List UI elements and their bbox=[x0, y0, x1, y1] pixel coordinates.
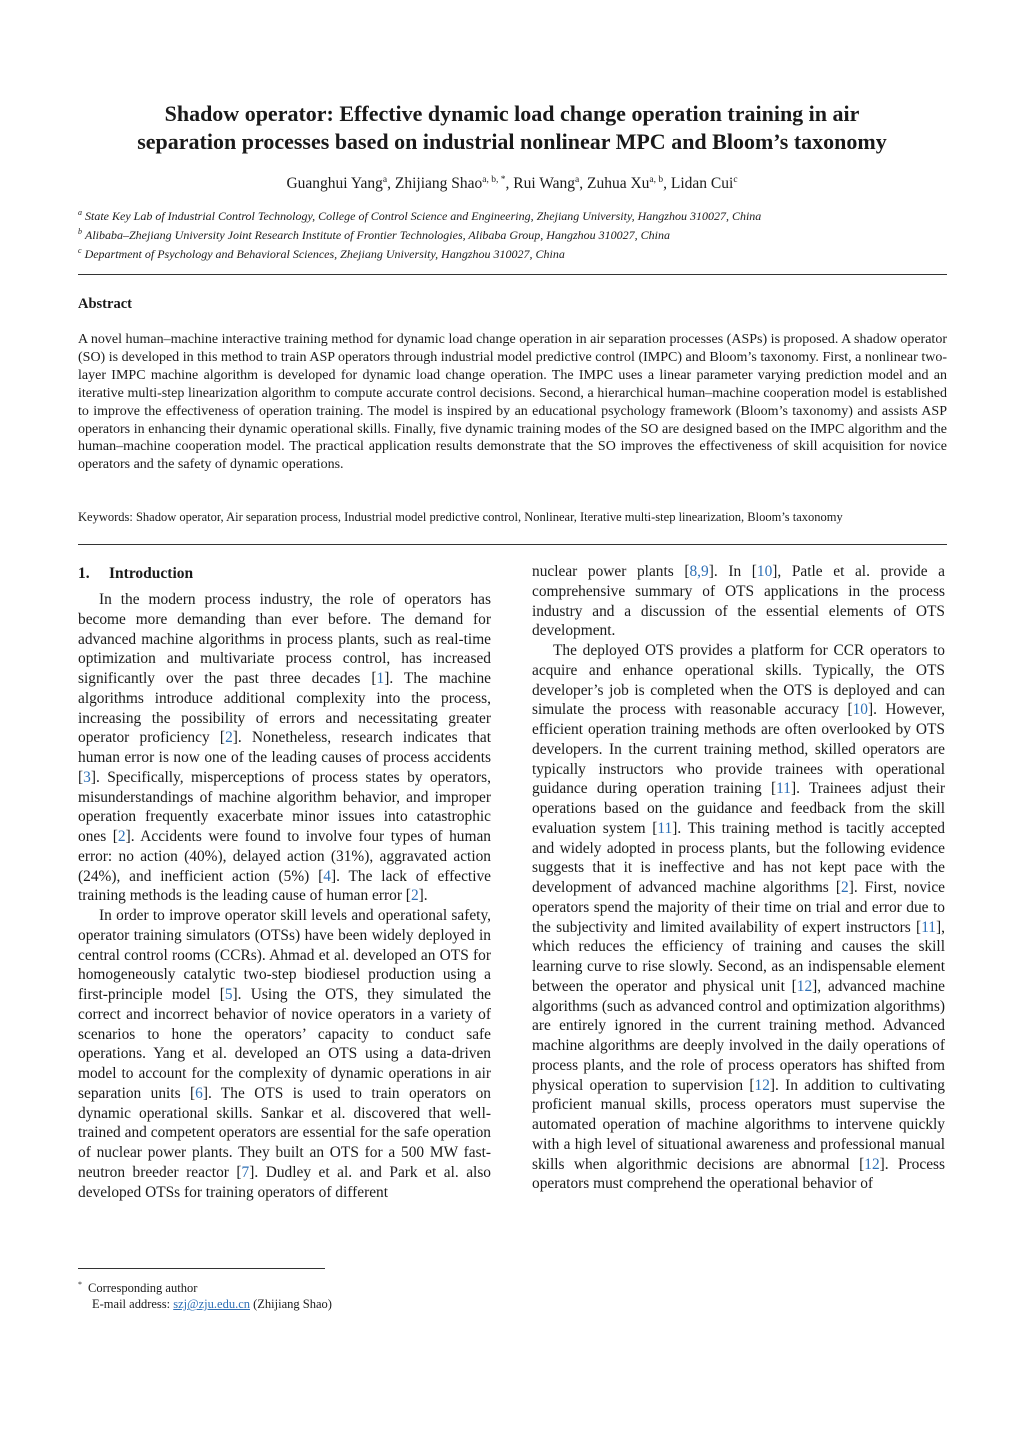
affiliation-text: Alibaba–Zhejiang University Joint Research Institute of Frontier Technologies, Alibaba Group, Hangzhou 310027, China bbox=[85, 228, 670, 242]
citation-link[interactable]: 8,9 bbox=[689, 563, 709, 580]
affiliation-item bbox=[78, 224, 761, 243]
affiliation-list bbox=[78, 205, 761, 262]
affiliation-label: c bbox=[78, 246, 82, 255]
affiliation-item bbox=[78, 205, 761, 224]
body-paragraph: In order to improve operator skill levels and operational safety, operator training simulators (OTSs) have been widely deployed in central control rooms (CCRs). Ahmad et al. developed an OTS for homogeneously catalytic two-step biodiesel production using a first-principle model [5]. Using the OTS, they simulated the correct and incorrect behavior of novice operators in a variety of scenarios to hone the operators’ capacity to conduct safe operations. Yang et al. developed an OTS using a data-driven model to account for the complexity of dynamic operations in air separation units [6]. The OTS is used to train operators on dynamic operational skills. Sankar et al. discovered that well-trained and competent operators are essential for the safe operation of nuclear power plants. They built an OTS for a 500 MW fast-neutron breeder reactor [7]. Dudley et al. and Park et al. also developed OTSs for training operators of different bbox=[78, 907, 492, 1201]
citation-link[interactable]: 10 bbox=[852, 701, 868, 719]
author-list: Guanghui Yang$^a$, Zhijiang Shao$^{a, b, *}$, Rui Wang$^a$, Zuhua Xu$^{a, b}$, Lidan Cui$^c$ bbox=[286, 175, 738, 193]
author-name: Lidan Cui bbox=[670, 175, 734, 193]
author-name: Rui Wang bbox=[513, 175, 576, 193]
body-paragraph: In the modern process industry, the role of operators has become more demanding than ever before. The demand for advanced machine algorithms in process plants, such as real-time optimization and multivariate process control, has increased significantly over the past three decades [1]. The machine algorithms introduce additional complexity into the process, increasing the possibility of errors and necessitating greater operator proficiency [2]. Nonetheless, research indicates that human error is now one of the leading causes of process accidents [3]. Specifically, misperceptions of process states by operators, misunderstandings of machine algorithm behavior, and improper operation frequently exacerbate minor issues into catastrophic ones [2]. Accidents were found to involve four types of human error: no action (40%), delayed action (31%), aggravated action (24%), and inefficient action (5%) [4]. The lack of effective training methods is the leading cause of human error [2]. bbox=[78, 591, 492, 905]
citation-link[interactable]: 11 bbox=[776, 780, 791, 798]
citation-link[interactable]: 4 bbox=[323, 867, 331, 885]
affiliation-item bbox=[78, 243, 761, 262]
paper-title bbox=[60, 100, 964, 156]
author-name: Guanghui Yang bbox=[286, 175, 383, 193]
citation-link[interactable]: 3 bbox=[83, 768, 91, 786]
citation-link[interactable]: 12 bbox=[754, 1076, 770, 1094]
citation-link[interactable]: 11 bbox=[657, 819, 673, 837]
abstract-text: A novel human–machine interactive training method for dynamic load change operation in air separation processes (ASPs) is proposed. A shadow operator (SO) is developed in this method to train ASP operators through industrial model predictive control (IMPC) and Bloom’s taxonomy. First, a nonlinear two-layer IMPC machine algorithm is developed for dynamic load change operation. The IMPC uses a linear parameter varying prediction model and an iterative multi-step linearization algorithm to compute accurate control decisions. Second, a hierarchical human–machine cooperation model is established to improve the effectiveness of operation training. The model is inspired by an educational psychology framework (Bloom’s taxonomy) and assists ASP operators in enhancing their dynamic operational skills. Finally, five dynamic training modes of the SO are designed based on the IMPC algorithm and the human–machine cooperation model. The practical application results demonstrate that the SO improves the effectiveness of skill acquisition for novice operators and the safety of dynamic operations. bbox=[78, 332, 947, 473]
author-name: Zuhua Xu bbox=[586, 175, 650, 193]
citation-link[interactable]: 10 bbox=[756, 563, 773, 580]
affiliation-label: b bbox=[78, 227, 82, 236]
paper-title-line-1: Shadow operator: Effective dynamic load change operation training in air bbox=[164, 101, 860, 126]
email-suffix: (Zhijiang Shao) bbox=[250, 1297, 332, 1312]
footnote-marker: * bbox=[78, 1280, 82, 1289]
citation-link[interactable]: 6 bbox=[195, 1084, 203, 1102]
right-paragraphs bbox=[532, 562, 945, 1194]
email-link[interactable]: szj@zju.edu.cn bbox=[173, 1297, 250, 1312]
citation-link[interactable]: 2 bbox=[841, 879, 849, 896]
keywords: Keywords: Shadow operator, Air separation process, Industrial model predictive control, Nonlinear, Iterative multi-step linearization, Bloom’s taxonomy bbox=[78, 510, 843, 524]
citation-link[interactable]: 2 bbox=[225, 729, 233, 747]
footnote-divider bbox=[78, 1268, 325, 1269]
author-affiliation-marker: a, b, * bbox=[482, 175, 506, 185]
author-affiliation-marker: c bbox=[733, 175, 738, 185]
body-column-left bbox=[78, 562, 491, 1202]
affiliation-text: State Key Lab of Industrial Control Technology, College of Control Science and Engineering, Zhejiang University, Hangzhou 310027, China bbox=[85, 209, 762, 223]
citation-link[interactable]: 11 bbox=[921, 918, 937, 936]
footnote-label: Corresponding author bbox=[88, 1281, 198, 1296]
affiliation-label: a bbox=[78, 208, 82, 217]
author-name: Zhijiang Shao bbox=[394, 175, 483, 193]
email-prefix: E-mail address: bbox=[92, 1297, 174, 1312]
left-paragraphs bbox=[78, 590, 491, 1202]
citation-link[interactable]: 2 bbox=[117, 828, 126, 845]
header-divider bbox=[78, 274, 947, 275]
abstract-divider bbox=[78, 544, 947, 545]
citation-link[interactable]: 12 bbox=[796, 977, 813, 995]
body-paragraph: nuclear power plants [8,9]. In [10], Patle et al. provide a comprehensive summary of OTS applications in the process industry and a discussion of the essential elements of OTS development. bbox=[532, 563, 945, 640]
citation-link[interactable]: 12 bbox=[864, 1155, 880, 1173]
abstract-heading: Abstract bbox=[78, 296, 132, 312]
section-heading bbox=[78, 562, 491, 586]
section-title: Introduction bbox=[109, 565, 194, 582]
author-affiliation-marker: a, b bbox=[649, 175, 664, 185]
author-affiliation-marker: a bbox=[575, 175, 580, 185]
citation-link[interactable]: 7 bbox=[241, 1163, 250, 1181]
body-column-right bbox=[532, 562, 945, 1194]
citation-link[interactable]: 1 bbox=[376, 670, 385, 687]
citation-link[interactable]: 5 bbox=[224, 986, 233, 1003]
author-affiliation-marker: a bbox=[382, 175, 388, 185]
footnote bbox=[78, 1277, 332, 1312]
citation-link[interactable]: 2 bbox=[410, 887, 419, 905]
affiliation-text: Department of Psychology and Behavioral Sciences, Zhejiang University, Hangzhou 310027, China bbox=[84, 247, 565, 261]
paper-title-line-2: separation processes based on industrial nonlinear MPC and Bloom’s taxonomy bbox=[137, 129, 887, 154]
body-paragraph: The deployed OTS provides a platform for CCR operators to acquire and enhance operational skills. Typically, the OTS developer’s job is completed when the OTS is deployed and can simulate the process with reasonable accuracy [10]. However, efficient operation training methods are often overlooked by OTS developers. In the current training method, skilled operators are typically instructors who provide trainees with operational guidance during operation training [11]. Trainees adjust their operations based on the guidance and feedback from the skill evaluation system [11]. This training method is tacitly accepted and widely adopted in process plants, but the following evidence suggests that it is ineffective and has not kept pace with the development of advanced machine algorithms [2]. First, novice operators spend the majority of their time on trial and error due to the subjectivity and limited availability of expert instructors [11], which reduces the efficiency of training and causes the skill learning curve to rise slowly. Second, as an indispensable element between the operator and physical unit [12], advanced machine algorithms (such as advanced control and optimization algorithms) are entirely ignored in the current training method. Advanced machine algorithms are deeply involved in the daily operations of process plants, and the role of process operators has shifted from physical operation to supervision [12]. In addition to cultivating proficient manual skills, process operators must supervise the automated operation of machine algorithms to intervene quickly with a high level of situational awareness and professional manual skills when algorithmic decisions are abnormal [12]. Process operators must comprehend the operational behavior of bbox=[532, 642, 946, 1193]
section-number: 1. bbox=[78, 565, 90, 582]
